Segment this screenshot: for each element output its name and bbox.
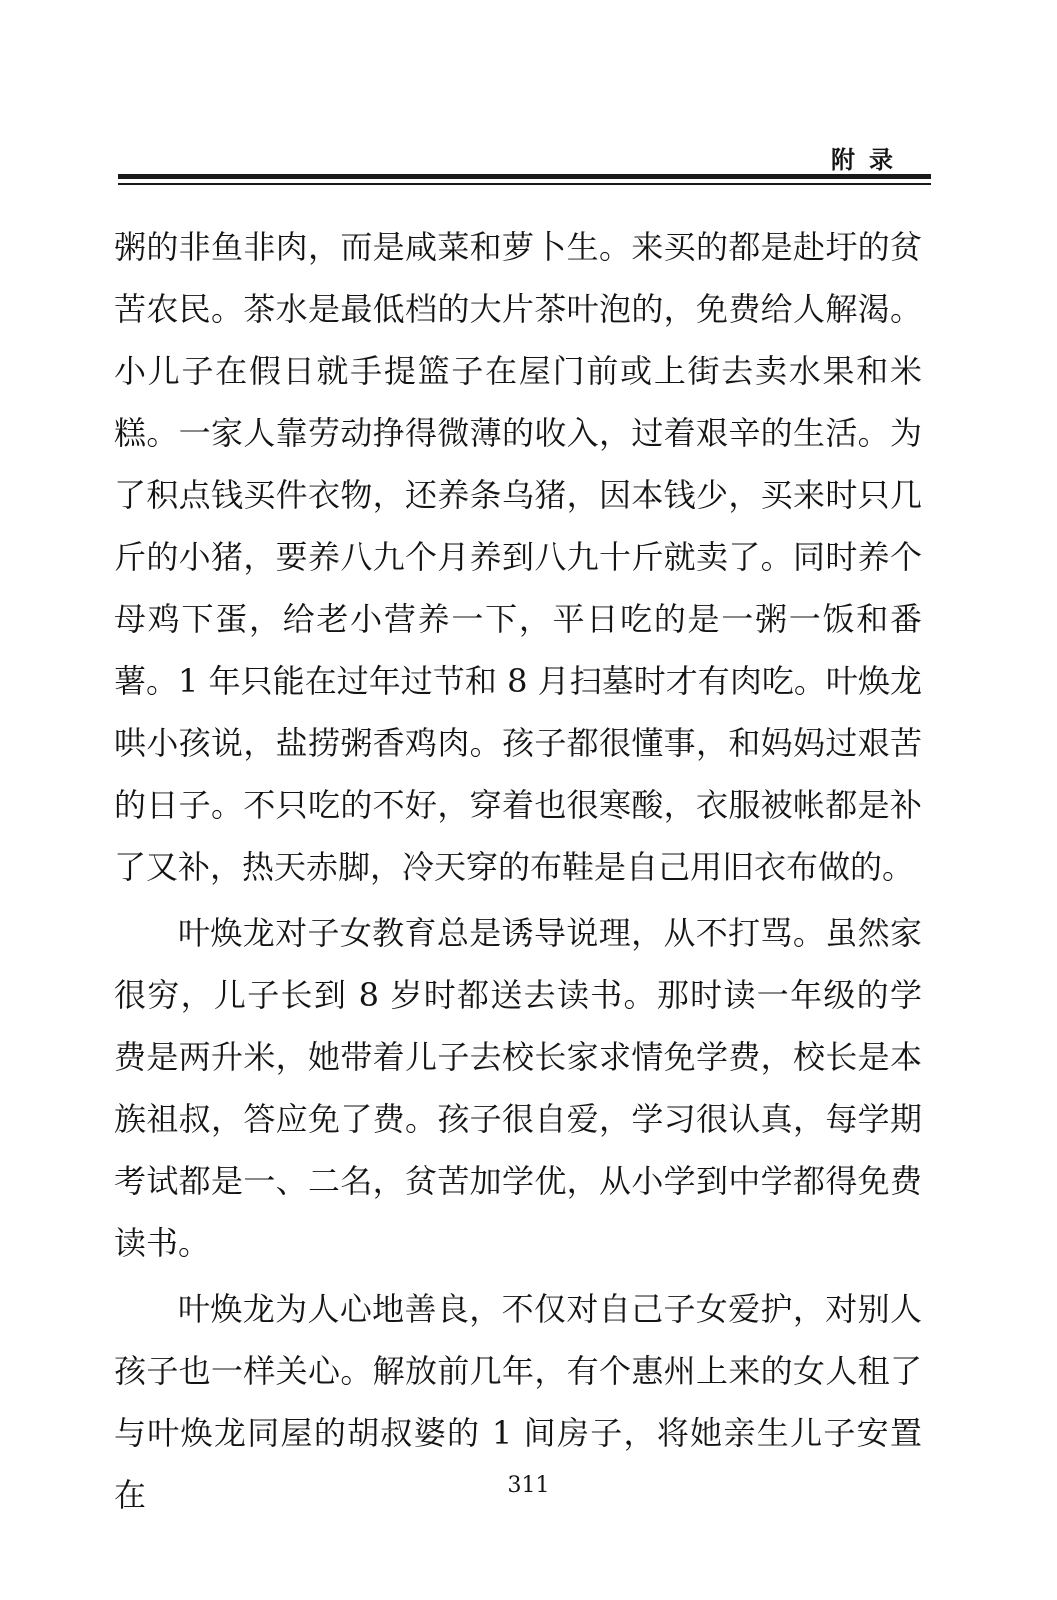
paragraph-education: 叶焕龙对子女教育总是诱导说理，从不打骂。虽然家很穷，儿子长到 8 岁时都送去读书。那时读一年级的学费是两升米，她带着儿子去校长家求情免学费，校长是本族祖叔，答应免了费。孩子很自爱，学习很认真，每学期考试都是一、二名，贫苦加学优，从小学到中学都得免费读书。 [114,914,922,1262]
paragraph-continued: 粥的非鱼非肉，而是咸菜和萝卜生。来买的都是赴圩的贫苦农民。茶水是最低档的大片茶叶泡的，免费给人解渴。小儿子在假日就手提篮子在屋门前或上街去卖水果和米糕。一家人靠劳动挣得微薄的收入，过着艰辛的生活。为了积点钱买件衣物，还养条乌猪，因本钱少，买来时只几斤的小猪，要养八九个月养到八九十斤就卖了。同时养个母鸡下蛋，给老小营养一下，平日吃的是一粥一饭和番薯。1 年只能在过年过节和 8 月扫墓时才有肉吃。叶焕龙哄小孩说，盐捞粥香鸡肉。孩子都很懂事，和妈妈过艰苦的日子。不只吃的不好，穿着也很寒酸，衣服被帐都是补了又补，热天赤脚，冷天穿的布鞋是自己用旧衣布做的。 [114,228,922,886]
body-text [114,216,922,1526]
header-rule-thick [118,174,931,179]
header-rule-thin [118,183,931,185]
running-head-title: 附录 [831,145,907,174]
page-number: 311 [507,1473,550,1498]
paragraph-kindness: 叶焕龙为人心地善良，不仅对自己子女爱护，对别人孩子也一样关心。解放前几年，有个惠州上来的女人租了与叶焕龙同屋的胡叔婆的 1 间房子，将她亲生儿子安置在 [114,1290,922,1514]
